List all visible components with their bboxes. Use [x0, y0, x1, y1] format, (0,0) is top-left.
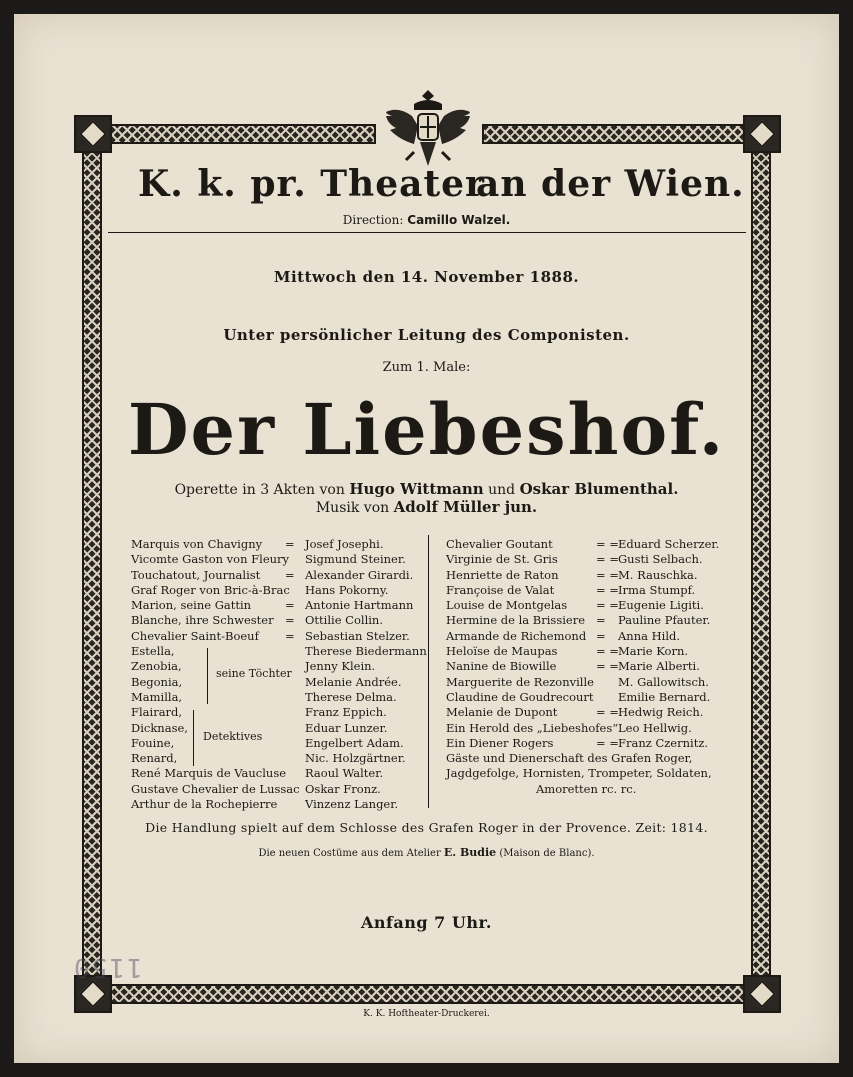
- role-separator: =: [596, 613, 606, 628]
- cast-row: [131, 552, 421, 567]
- actor-name: Sebastian Stelzer.: [305, 628, 410, 643]
- cast-row: [446, 552, 746, 567]
- cast-tail-line: Jagdgefolge, Hornisten, Trompeter, Soldaten,: [446, 766, 712, 781]
- role-separator: =: [285, 537, 295, 551]
- cast-row: [131, 736, 421, 751]
- actor-name: Eugenie Ligiti.: [618, 598, 704, 613]
- setting-line: Die Handlung spielt auf dem Schlosse des Grafen Roger in der Provence. Zeit: 1814.: [145, 820, 708, 835]
- cast-row: [131, 690, 421, 705]
- operette-line: [80, 480, 773, 498]
- cast-row: [446, 644, 746, 659]
- imperial-eagle-icon: [384, 82, 472, 174]
- border-top-left: [106, 124, 376, 144]
- cast-row: [446, 721, 746, 736]
- role-separator: =: [285, 567, 295, 582]
- cast-row: [131, 598, 421, 613]
- corner-ornament-bottom-right: [743, 975, 781, 1013]
- cast-tail-line: Amoretten rc. rc.: [536, 781, 637, 796]
- role-name: Heloïse de Maupas: [446, 644, 558, 659]
- role-separator: = =: [596, 644, 619, 659]
- actor-name: Nic. Holzgärtner.: [305, 751, 406, 766]
- actor-name: Franz Eppich.: [305, 705, 387, 720]
- role-name: Marguerite de Rezonville: [446, 674, 594, 689]
- costume-atelier: E. Budie: [443, 846, 497, 859]
- role-name: Hermine de la Brissiere: [446, 613, 586, 628]
- role-name: Gustave Chevalier de Lussac: [131, 781, 300, 796]
- role-separator: = =: [596, 735, 619, 750]
- role-name: Begonia,: [131, 674, 183, 689]
- role-separator: = =: [596, 552, 619, 567]
- cast-row: [446, 659, 746, 674]
- actor-name: Therese Biedermann: [305, 644, 427, 659]
- actor-name: Melanie Andrée.: [305, 674, 402, 689]
- border-top-right: [482, 124, 746, 144]
- role-name: Marquis von Chavigny: [131, 537, 263, 551]
- role-name: Ein Herold des „Liebeshofes“: [446, 720, 619, 735]
- printer-line: K. K. Hoftheater-Druckerei.: [363, 1009, 490, 1019]
- composer: Adolf Müller jun.: [393, 498, 538, 516]
- header-rule: [108, 232, 746, 233]
- cast-row: [131, 537, 421, 552]
- role-name: Graf Roger von Bric-à-Brac: [131, 582, 290, 597]
- role-separator: =: [596, 628, 606, 643]
- cast-column-divider: [428, 535, 429, 808]
- actor-name: Raoul Walter.: [305, 766, 384, 781]
- role-name: Arthur de la Rochepierre: [131, 797, 278, 812]
- cast-row: [446, 598, 746, 613]
- actor-name: Josef Josephi.: [305, 537, 384, 551]
- role-name: Dicknase,: [131, 720, 188, 735]
- musik-line: [80, 498, 773, 516]
- role-name: Zenobia,: [131, 659, 182, 674]
- role-name: Blanche, ihre Schwester: [131, 613, 274, 628]
- cast-row: [446, 537, 746, 552]
- cast-row: [446, 613, 746, 628]
- actor-name: M. Rauschka.: [618, 567, 698, 582]
- cast-row: [131, 613, 421, 628]
- cast-row: [446, 629, 746, 644]
- author-2: Oskar Blumenthal.: [519, 480, 679, 498]
- archive-stamp: 1150: [72, 952, 143, 982]
- actor-name: Hedwig Reich.: [618, 705, 704, 720]
- brace-toechter: [207, 648, 208, 704]
- role-name: Nanine de Biowille: [446, 659, 557, 674]
- corner-ornament-top-left: [74, 115, 112, 153]
- actor-name: Franz Czernitz.: [618, 735, 709, 750]
- direction-line: [0, 213, 853, 227]
- actor-name: Marie Alberti.: [618, 659, 700, 674]
- cast-row: [131, 583, 421, 598]
- brace-detektives-label: Detektives: [203, 730, 263, 743]
- theater-title-right: an der Wien.: [476, 163, 745, 205]
- role-separator: =: [285, 598, 295, 613]
- start-time: Anfang 7 Uhr.: [360, 913, 492, 932]
- actor-name: Eduard Scherzer.: [618, 537, 720, 551]
- role-name: Renard,: [131, 751, 178, 766]
- actor-name: Marie Korn.: [618, 644, 689, 659]
- cast-row: [131, 751, 421, 766]
- role-name: Virginie de St. Gris: [446, 552, 558, 567]
- actor-name: Therese Delma.: [305, 689, 397, 704]
- cast-row: [131, 782, 421, 797]
- cast-row: [131, 568, 421, 583]
- role-name: Touchatout, Journalist: [131, 567, 261, 582]
- actor-name: M. Gallowitsch.: [618, 674, 709, 689]
- role-name: Marion, seine Gattin: [131, 598, 252, 613]
- cast-row: [446, 736, 746, 751]
- role-name: Vicomte Gaston von Fleury: [131, 552, 290, 567]
- role-name: Armande de Richemond: [446, 628, 587, 643]
- role-separator: = =: [596, 659, 619, 674]
- actor-name: Irma Stumpf.: [618, 582, 696, 597]
- cast-row: [446, 705, 746, 720]
- role-name: Melanie de Dupont: [446, 705, 558, 720]
- performance-date: Mittwoch den 14. November 1888.: [273, 268, 580, 286]
- role-separator: = =: [596, 705, 619, 720]
- cast-row: [446, 583, 746, 598]
- role-separator: = =: [596, 598, 619, 613]
- actor-name: Jenny Klein.: [305, 659, 376, 674]
- role-separator: = =: [596, 537, 619, 551]
- actor-name: Pauline Pfauter.: [618, 613, 711, 628]
- actor-name: Oskar Fronz.: [305, 781, 381, 796]
- role-name: Françoise de Valat: [446, 582, 555, 597]
- actor-name: Ottilie Collin.: [305, 613, 383, 628]
- cast-row: [131, 721, 421, 736]
- costume-prefix: Die neuen Costüme aus dem Atelier: [258, 848, 441, 859]
- actor-name: Antonie Hartmann: [305, 598, 414, 613]
- role-name: Claudine de Goudrecourt: [446, 689, 594, 704]
- role-name: Mamilla,: [131, 689, 183, 704]
- author-1: Hugo Wittmann: [349, 480, 484, 498]
- role-name: Chevalier Goutant: [446, 537, 553, 551]
- costume-suffix: (Maison de Blanc).: [499, 848, 595, 859]
- role-name: Chevalier Saint-Boeuf: [131, 628, 259, 643]
- cast-row: [446, 568, 746, 583]
- cast-row: [446, 675, 746, 690]
- corner-ornament-top-right: [743, 115, 781, 153]
- actor-name: Sigmund Steiner.: [305, 552, 406, 567]
- actor-name: Alexander Girardi.: [305, 567, 414, 582]
- musik-prefix: Musik von: [315, 500, 390, 516]
- role-separator: =: [285, 613, 295, 628]
- role-separator: = =: [596, 567, 619, 582]
- actor-name: Engelbert Adam.: [305, 735, 404, 750]
- director-name: Camillo Walzel.: [407, 213, 511, 227]
- actor-name: Emilie Bernard.: [618, 689, 711, 704]
- brace-detektives: [193, 710, 194, 766]
- role-name: Estella,: [131, 644, 175, 659]
- role-name: Fouine,: [131, 735, 175, 750]
- role-name: René Marquis de Vaucluse: [131, 766, 287, 781]
- actor-name: Hans Pokorny.: [305, 582, 389, 597]
- actor-name: Vinzenz Langer.: [305, 797, 399, 812]
- cast-row: [131, 797, 421, 812]
- costume-line: [80, 846, 773, 859]
- actor-name: Leo Hellwig.: [618, 720, 692, 735]
- cast-row: [131, 629, 421, 644]
- work-title: Der Liebeshof.: [127, 388, 726, 471]
- actor-name: Eduar Lunzer.: [305, 720, 388, 735]
- cast-row: [131, 705, 421, 720]
- direction-label: Direction:: [342, 213, 404, 227]
- operette-prefix: Operette in 3 Akten von: [174, 482, 345, 498]
- operette-und: und: [488, 482, 516, 498]
- role-separator: = =: [596, 582, 619, 597]
- role-separator: =: [285, 628, 295, 643]
- theater-title-left: K. k. pr. Theater: [138, 163, 485, 205]
- cast-row: [131, 766, 421, 781]
- cast-row: [131, 644, 427, 659]
- role-name: Flairard,: [131, 705, 183, 720]
- border-bottom: [106, 984, 746, 1004]
- actor-name: Anna Hild.: [618, 628, 681, 643]
- premiere-note: Zum 1. Male:: [382, 360, 471, 375]
- role-name: Henriette de Raton: [446, 567, 559, 582]
- lead-line: Unter persönlicher Leitung des Componisten.: [223, 326, 630, 344]
- brace-toechter-label: seine Töchter: [216, 667, 292, 680]
- actor-name: Gusti Selbach.: [618, 552, 703, 567]
- cast-tail-line: Gäste und Dienerschaft des Grafen Roger,: [446, 751, 693, 766]
- role-name: Louise de Montgelas: [446, 598, 568, 613]
- cast-row: [446, 690, 746, 705]
- role-name: Ein Diener Rogers: [446, 735, 554, 750]
- cast-list-right: [446, 537, 746, 797]
